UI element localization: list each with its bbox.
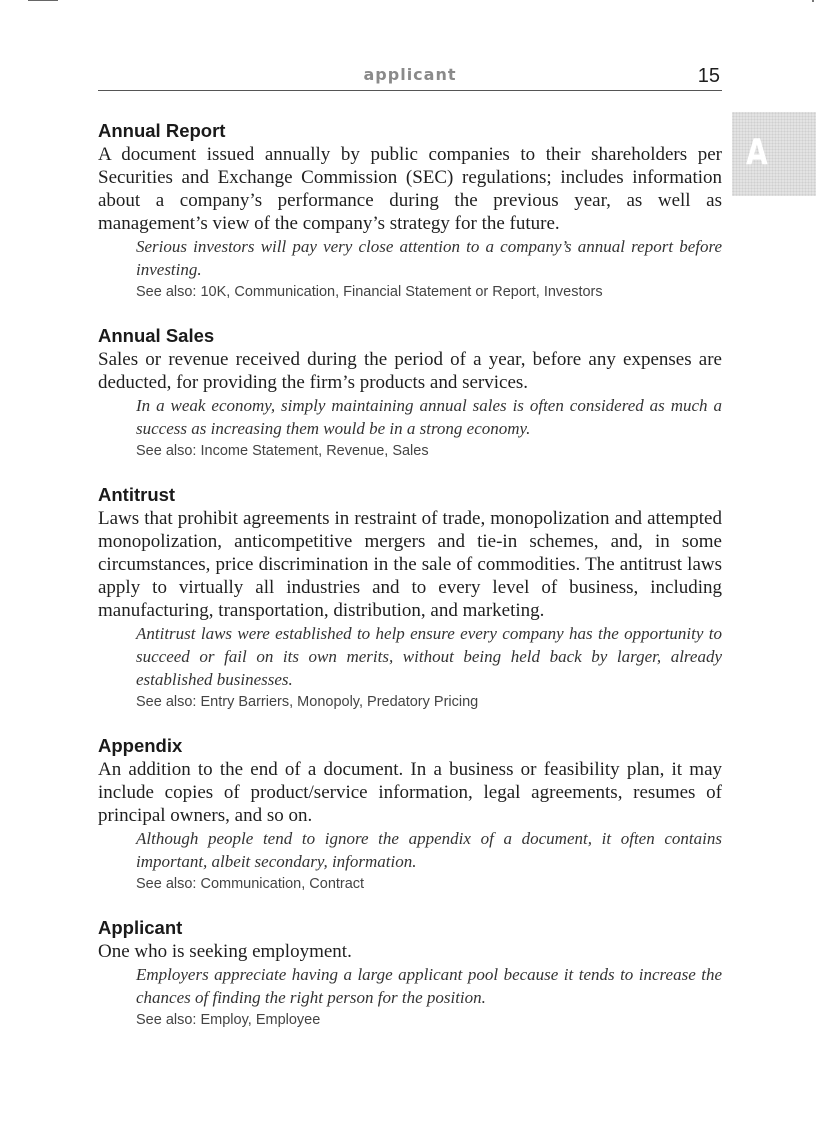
entry-see-also: See also: 10K, Communication, Financial Statement or Report, Investors [136,284,603,300]
crop-mark [28,0,58,1]
entry-definition: One who is seeking employment. [98,941,352,962]
crop-mark-dot [812,0,814,2]
running-header [98,62,722,91]
glossary-content [98,119,722,1052]
entry-see-also: See also: Entry Barriers, Monopoly, Predatory Pricing [136,694,479,710]
entry-example: Although people tend to ignore the appendix of a document, it often contains important, albeit secondary, information. [136,829,722,871]
entry-see-also: See also: Employ, Employee [136,1012,321,1028]
entry-see-also: See also: Communication, Contract [136,876,365,892]
entry-term: Applicant [98,917,183,938]
entry-definition: A document issued annually by public companies to their shareholders per Securities and Exchange Commission (SEC) regulations; includes information about a company’s performance during the previous year, as well as management’s view of the company’s strategy for the future. [98,144,722,234]
glossary-entry-appendix [98,734,722,895]
entry-term: Antitrust [98,484,176,505]
glossary-entry-antitrust [98,483,722,713]
entry-term: Appendix [98,735,183,756]
thumb-index-letter: A [746,132,768,173]
entry-definition: An addition to the end of a document. In a business or feasibility plan, it may include copies of product/service information, legal agreements, resumes of principal owners, and so on. [98,759,722,826]
entry-see-also: See also: Income Statement, Revenue, Sales [136,443,429,459]
page-number: 15 [697,65,720,87]
glossary-entry-applicant [98,916,722,1031]
entry-example: Employers appreciate having a large applicant pool because it tends to increase the chances of finding the right person for the position. [136,965,722,1007]
entry-definition: Laws that prohibit agreements in restraint of trade, monopolization and attempted monopolization, anticompetitive mergers and tie-in schemes, and, in some circumstances, price discrimination in the sale of commodities. The antitrust laws apply to virtually all industries and to every level of business, including manufacturing, transportation, distribution, and marketing. [98,508,722,621]
entry-term: Annual Sales [98,325,215,346]
entry-example: In a weak economy, simply maintaining annual sales is often considered as much a success as increasing them would be in a strong economy. [136,396,722,438]
entry-definition: Sales or revenue received during the period of a year, before any expenses are deducted, for providing the firm’s products and services. [98,349,722,393]
glossary-entry-annual-report [98,119,722,303]
running-head-word: applicant [363,65,457,84]
entry-example: Antitrust laws were established to help ensure every company has the opportunity to succeed or fail on its own merits, without being held back by larger, already established businesses. [136,624,722,689]
thumb-index-tab [732,112,816,196]
entry-term: Annual Report [98,120,226,141]
entry-example: Serious investors will pay very close attention to a company’s annual report before investing. [136,237,722,279]
glossary-entry-annual-sales [98,324,722,462]
